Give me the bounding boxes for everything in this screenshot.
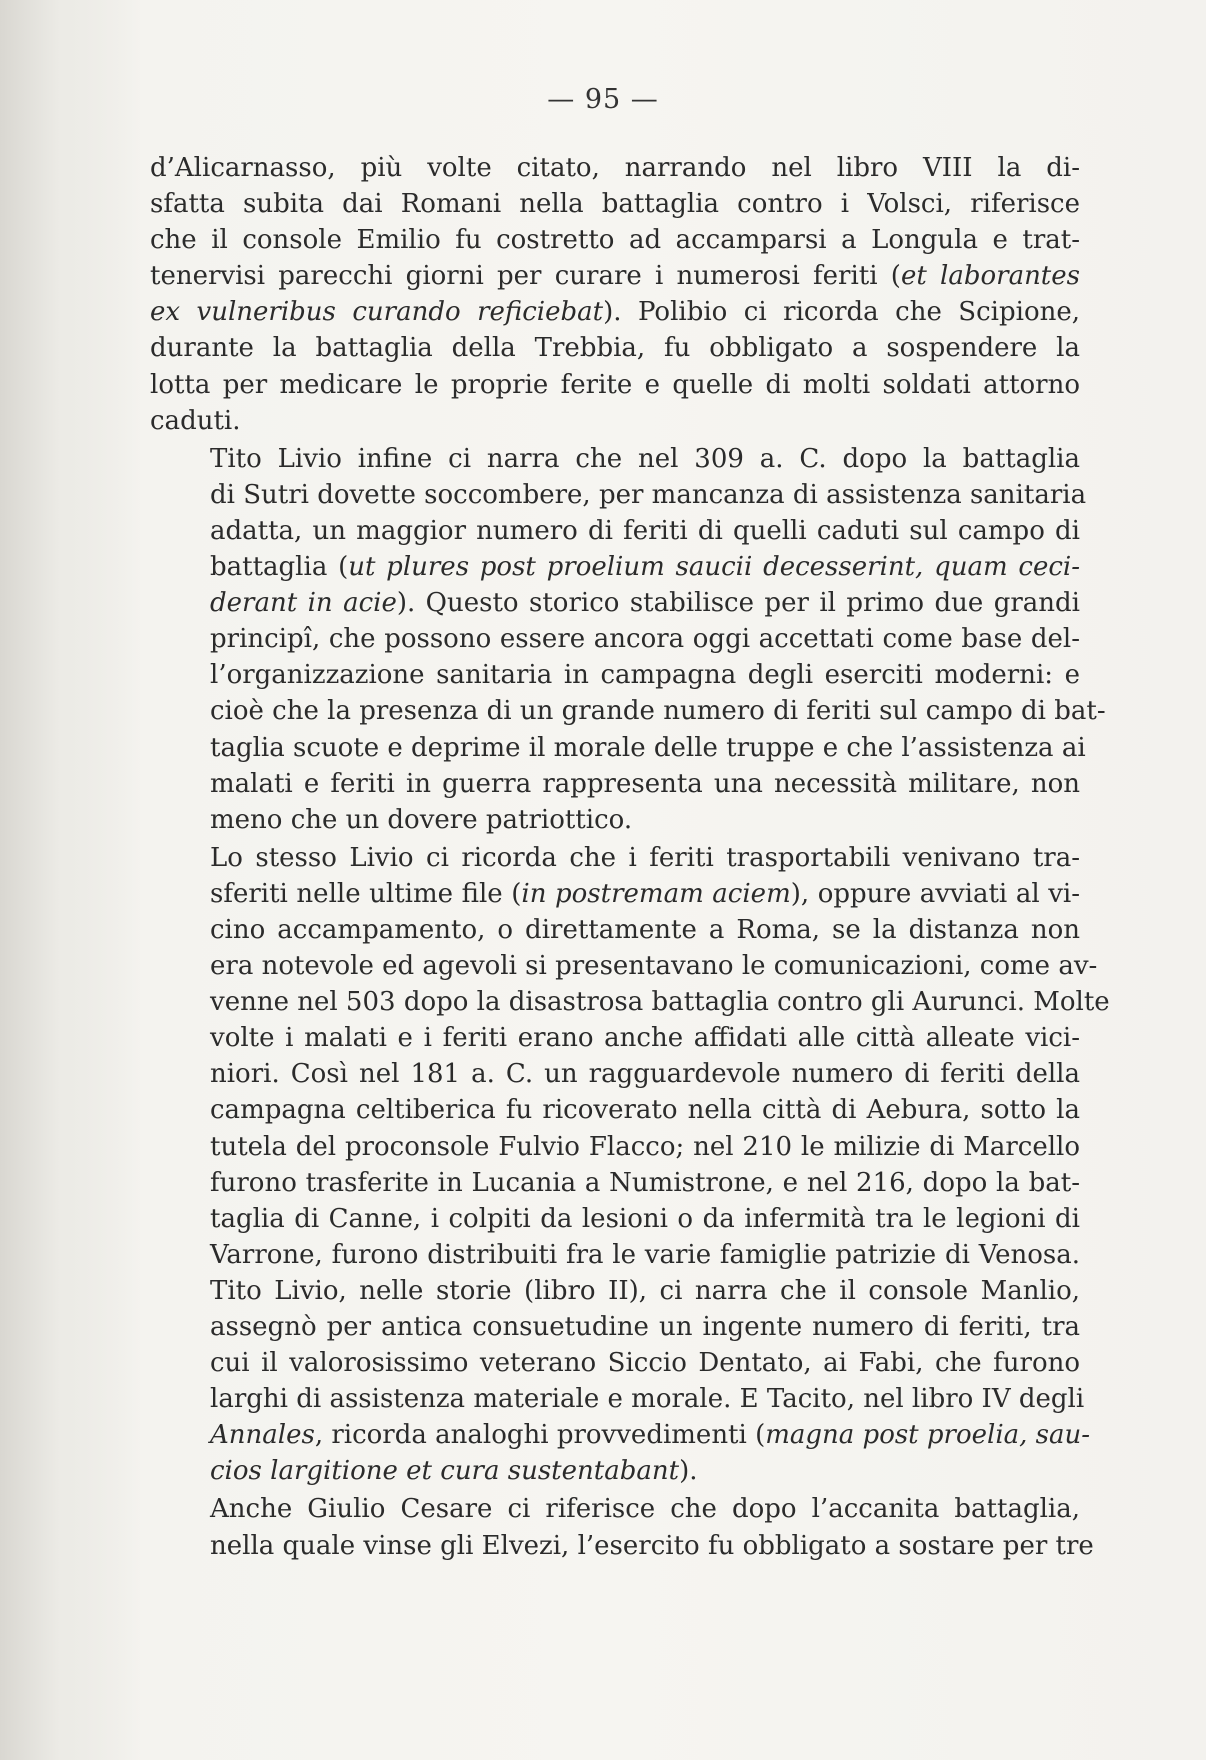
text-line: tenervisi parecchi giorni per curare i numerosi feriti (et laborantes xyxy=(150,261,1080,292)
text-line: nella quale vinse gli Elvezi, l’esercito fu obbligato a sostare per tre xyxy=(210,1530,1094,1561)
text-line: taglia di Canne, i colpiti da lesioni o da infermità tra le legioni di xyxy=(210,1203,1080,1234)
text-line: cioè che la presenza di un grande numero di feriti sul campo di bat- xyxy=(210,696,1106,727)
text-line: d’Alicarnasso, più volte citato, narrando nel libro VIII la di- xyxy=(150,153,1080,183)
text-line: Tito Livio infine ci narra che nel 309 a. C. dopo la battaglia xyxy=(210,443,1080,474)
text-line: Tito Livio, nelle storie (libro II), ci narra che il console Manlio, xyxy=(210,1275,1080,1306)
text-line: cui il valorosissimo veterano Siccio Dentato, ai Fabi, che furono xyxy=(210,1348,1080,1379)
text-line: malati e feriti in guerra rappresenta una necessità militare, non xyxy=(210,768,1080,799)
text-line: furono trasferite in Lucania a Numistrone, e nel 216, dopo la bat- xyxy=(210,1167,1080,1198)
paragraph-1 xyxy=(150,150,1080,439)
text-line: meno che un dovere patriottico. xyxy=(210,804,633,835)
text-line: Lo stesso Livio ci ricorda che i feriti trasportabili venivano tra- xyxy=(210,842,1080,873)
text-line: sferiti nelle ultime file (in postremam aciem), oppure avviati al vi- xyxy=(210,878,1080,909)
text-line: ex vulneribus curando reficiebat). Polibio ci ricorda che Scipione, xyxy=(150,297,1080,328)
body-text xyxy=(150,150,1110,1564)
text-line: tutela del proconsole Fulvio Flacco; nel 210 le milizie di Marcello xyxy=(210,1131,1080,1162)
text-line: derant in acie). Questo storico stabilisce per il primo due grandi xyxy=(210,588,1080,619)
text-line: principî, che possono essere ancora oggi accettati come base del- xyxy=(210,624,1080,655)
text-line: cino accampamento, o direttamente a Roma, se la distanza non xyxy=(210,914,1080,945)
text-line: taglia scuote e deprime il morale delle truppe e che l’assistenza ai xyxy=(210,732,1086,763)
paragraph-4 xyxy=(150,1491,1094,1563)
text-line: cios largitione et cura sustentabant). xyxy=(210,1456,698,1487)
text-line: venne nel 503 dopo la disastrosa battaglia contro gli Aurunci. Molte xyxy=(210,987,1110,1018)
text-line: larghi di assistenza materiale e morale. E Tacito, nel libro IV degli xyxy=(210,1384,1085,1415)
text-line: battaglia (ut plures post proelium saucii decesserint, quam ceci- xyxy=(210,552,1080,583)
paragraph-3 xyxy=(150,840,1110,1490)
text-line: sfatta subita dai Romani nella battaglia contro i Volsci, riferisce xyxy=(150,189,1080,220)
paragraph-2 xyxy=(150,441,1106,838)
text-line: niori. Così nel 181 a. C. un ragguardevole numero di feriti della xyxy=(210,1059,1080,1090)
text-line: l’organizzazione sanitaria in campagna degli eserciti moderni: e xyxy=(210,660,1080,691)
text-line: Annales, ricorda analoghi provvedimenti (magna post proelia, sau- xyxy=(210,1420,1091,1451)
text-line: adatta, un maggior numero di feriti di quelli caduti sul campo di xyxy=(210,515,1080,546)
text-line: caduti. xyxy=(150,405,241,436)
page-gutter-shadow xyxy=(0,0,140,1760)
text-line: Anche Giulio Cesare ci riferisce che dopo l’accanita battaglia, xyxy=(210,1494,1080,1525)
text-line: di Sutri dovette soccombere, per mancanza di assistenza sanitaria xyxy=(210,479,1087,510)
text-line: Varrone, furono distribuiti fra le varie famiglie patrizie di Venosa. xyxy=(210,1239,1080,1270)
text-line: che il console Emilio fu costretto ad accamparsi a Longula e trat- xyxy=(150,225,1080,256)
text-line: volte i malati e i feriti erano anche affidati alle città alleate vici- xyxy=(210,1023,1080,1054)
text-line: campagna celtiberica fu ricoverato nella città di Aebura, sotto la xyxy=(210,1095,1080,1126)
text-line: assegnò per antica consuetudine un ingente numero di feriti, tra xyxy=(210,1312,1080,1342)
text-line: era notevole ed agevoli si presentavano le comunicazioni, come av- xyxy=(210,951,1098,982)
text-line: durante la battaglia della Trebbia, fu obbligato a sospendere la xyxy=(150,333,1080,364)
page-number: — 95 — xyxy=(547,84,659,115)
text-line: lotta per medicare le proprie ferite e quelle di molti soldati attorno xyxy=(150,369,1080,400)
